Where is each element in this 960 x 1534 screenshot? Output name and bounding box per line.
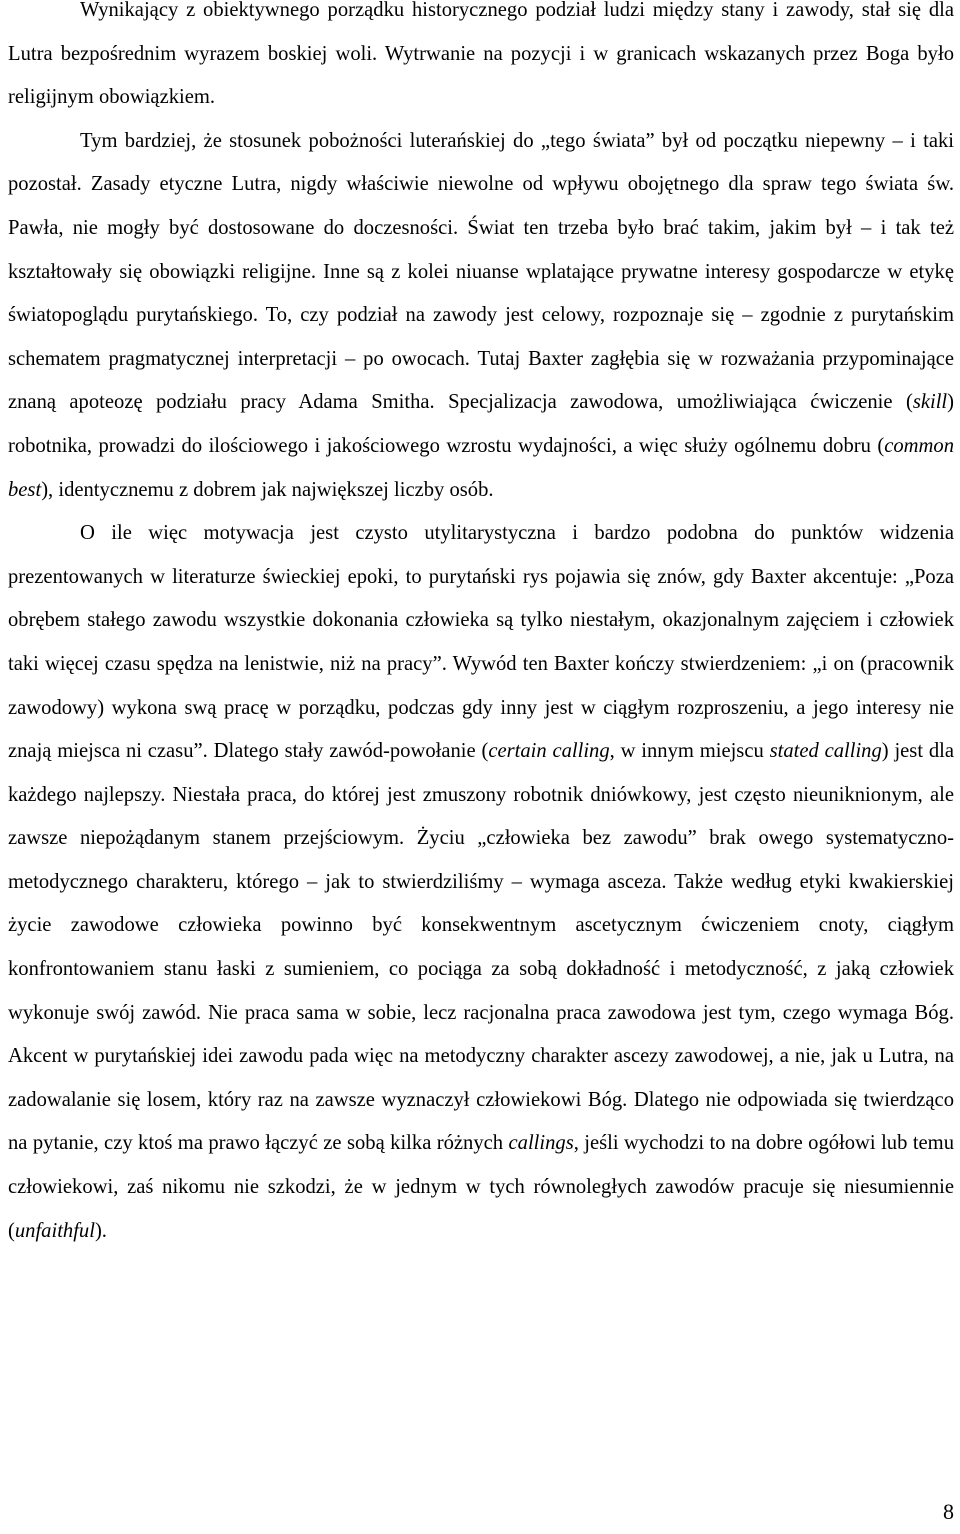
document-page xyxy=(8,0,954,1253)
paragraph-2-run-2: ) robotnika, prowadzi do ilościowego i jakościowego wzrostu wydajności, a więc służy ogólnemu dobru ( xyxy=(8,391,954,457)
paragraph-2-run-0: Tym bardziej, że stosunek pobożności luterańskiej do „tego świata” był od początku niepewny – i taki pozostał. Zasady etyczne Lutra, nigdy właściwie niewolne od wpływu obojętnego dla spraw tego świata św. Pawła, nie mogły być dostosowane do doczesności. Świat ten trzeba było brać takim, jakim był – i tak też kształtowały się obowiązki religijne. Inne są z kolei niuanse wplatające prywatne interesy gospodarcze w etykę światopoglądu purytańskiego. To, czy podział na zawody jest celowy, rozpoznaje się – zgodnie z purytańskim schematem pragmatycznej interpretacji – po owocach. Tutaj Baxter zagłębia się w rozważania przypominające znaną apoteozę podziału pracy Adama Smitha. Specjalizacja zawodowa, umożliwiająca ćwiczenie ( xyxy=(8,129,954,414)
paragraph-2-italic-common-best: common best xyxy=(8,434,954,501)
paragraph-2 xyxy=(8,120,954,512)
paragraph-3-run-2: , w innym miejscu xyxy=(609,740,770,763)
paragraph-3-run-6: , jeśli wychodzi to na dobre ogółowi lub temu człowiekowi, zaś nikomu nie szkodzi, że w jednym w tych równoległych zawodów pracuje się niesumiennie ( xyxy=(8,1132,954,1242)
paragraph-1-run-0: Wynikający z obiektywnego porządku historycznego podział ludzi między stany i zawody, stał się dla Lutra bezpośrednim wyrazem boskiej woli. Wytrwanie na pozycji i w granicach wskazanych przez Boga było religijnym obowiązkiem. xyxy=(8,0,954,109)
paragraph-3-run-8: ). xyxy=(94,1219,107,1242)
paragraph-1 xyxy=(8,0,954,120)
paragraph-2-run-4: ), identycznemu z dobrem jak największej liczby osób. xyxy=(41,478,494,501)
paragraph-3-run-0: O ile więc motywacja jest czysto utylitarystyczna i bardzo podobna do punktów widzenia prezentowanych w literaturze świeckiej epoki, to purytański rys pojawia się znów, gdy Baxter akcentuje: „Poza obrębem stałego zawodu wszystkie dokonania człowieka są tylko niestałym, okazjonalnym zajęciem i człowiek taki więcej czasu spędza na lenistwie, niż na pracy”. Wywód ten Baxter kończy stwierdzeniem: „i on (pracownik zawodowy) wykona swą pracę w porządku, podczas gdy inny jest w ciągłym rozproszeniu, a jego interesy nie znają miejsca ni czasu”. Dlatego stały zawód-powołanie ( xyxy=(8,522,954,763)
page-number: 8 xyxy=(943,1499,954,1524)
paragraph-3-italic-unfaithful: unfaithful xyxy=(14,1219,95,1242)
paragraph-3-italic-callings: callings xyxy=(508,1132,574,1155)
paragraph-3-italic-stated-calling: stated calling xyxy=(769,740,882,763)
paragraph-3-run-4: ) jest dla każdego najlepszy. Niestała praca, do której jest zmuszony robotnik dniówkowy, jest często nieuniknionym, ale zawsze niepożądanym stanem przejściowym. Życiu „człowieka bez zawodu” brak owego systematyczno-metodycznego charakteru, którego – jak to stwierdziliśmy – wymaga asceza. Także według etyki kwakierskiej życie zawodowe człowieka powinno być konsekwentnym ascetycznym ćwiczeniem cnoty, ciągłym konfrontowaniem stanu łaski z sumieniem, co pociąga za sobą dokładność i metodyczność, z jaką człowiek wykonuje swój zawód. Nie praca sama w sobie, lecz racjonalna praca zawodowa jest tym, czego wymaga Bóg. Akcent w purytańskiej idei zawodu pada więc na metodyczny charakter ascezy zawodowej, a nie, jak u Lutra, na zadowalanie się losem, który raz na zawsze wyznaczył człowiekowi Bóg. Dlatego nie odpowiada się twierdząco na pytanie, czy ktoś ma prawo łączyć ze sobą kilka różnych xyxy=(8,740,954,1155)
paragraph-3 xyxy=(8,512,954,1253)
paragraph-3-italic-certain-calling: certain calling xyxy=(488,740,610,763)
paragraph-2-italic-skill: skill xyxy=(912,391,948,414)
